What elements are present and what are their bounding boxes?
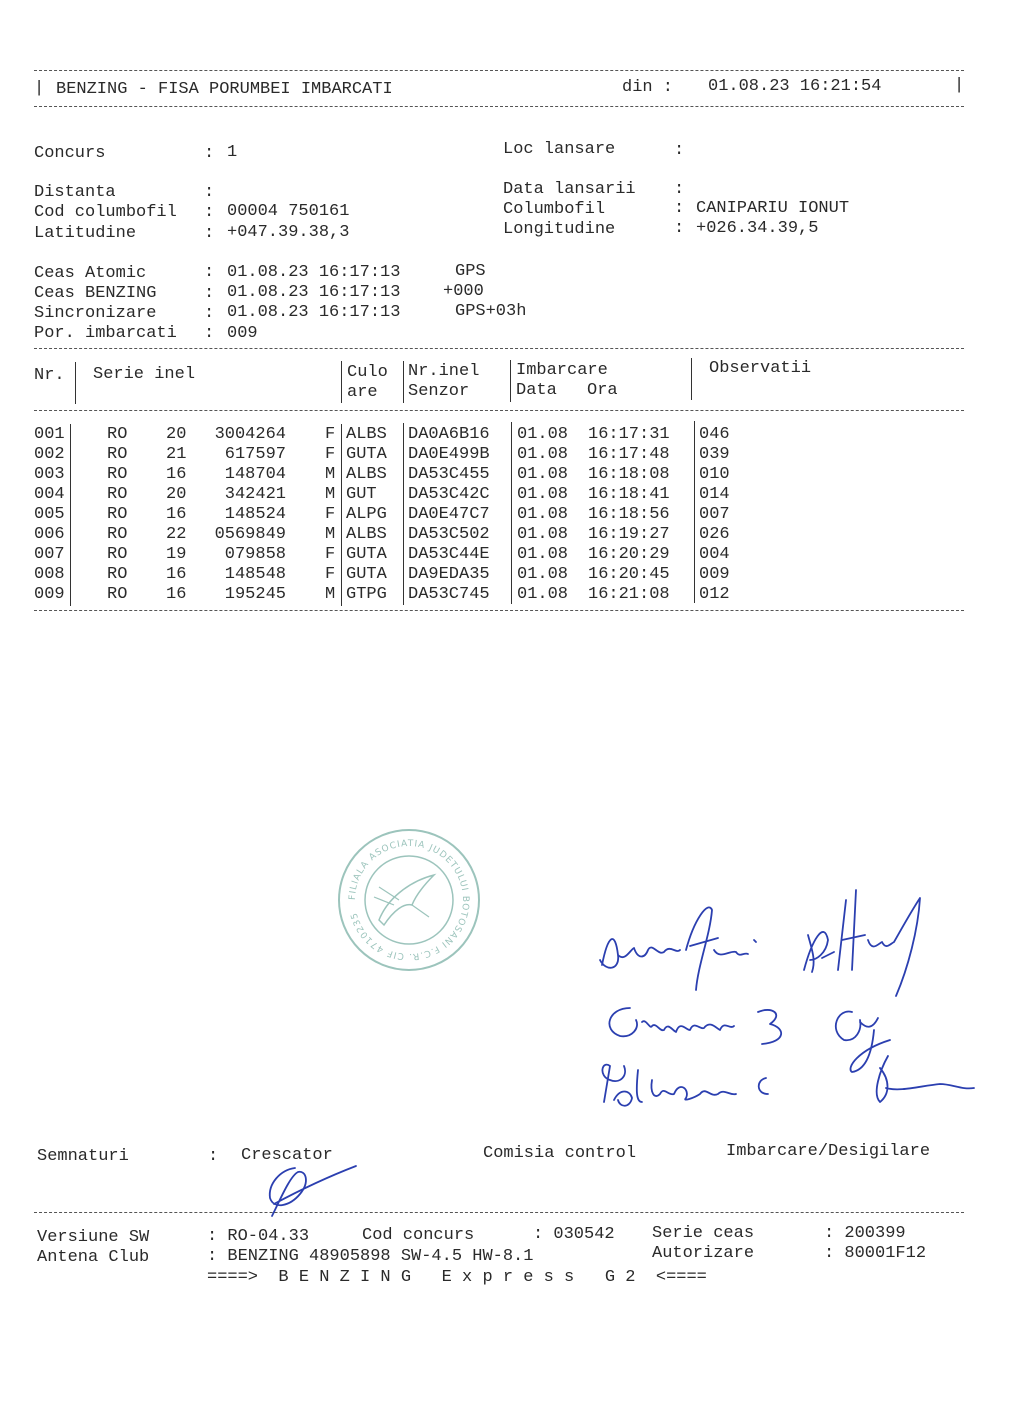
header-divider: [403, 361, 404, 403]
cell-country: RO: [107, 445, 128, 465]
concurs-sep: :: [204, 144, 215, 163]
table-row: [0, 545, 1024, 565]
cell-ring-number: 3004264: [214, 425, 286, 444]
cell-ring-number: 195245: [224, 585, 286, 605]
table-bottom-rule: [34, 610, 964, 611]
cell-sex: F: [325, 565, 336, 585]
cell-year: 19: [166, 545, 187, 565]
cell-color: GUTA: [346, 565, 387, 585]
cell-time: 16:18:56: [588, 505, 670, 525]
header-divider: [341, 361, 342, 403]
cell-color: ALBS: [346, 465, 387, 485]
cell-time: 16:18:08: [588, 465, 670, 485]
cell-observation: 014: [699, 485, 730, 505]
cell-sex: F: [325, 425, 336, 444]
cell-year: 21: [166, 445, 187, 465]
crescator-signature: [250, 1160, 370, 1220]
cell-time: 16:20:45: [588, 565, 670, 585]
column-divider: [70, 424, 71, 606]
autorizare-value: : 80001F12: [824, 1244, 927, 1263]
longitudine-label: Longitudine: [503, 220, 616, 239]
cell-sensor: DA9EDA35: [408, 565, 490, 585]
cell-time: 16:17:31: [588, 425, 670, 444]
cell-observation: 004: [699, 545, 730, 565]
cell-observation: 012: [699, 585, 730, 605]
col-header-ora: Ora: [587, 381, 618, 400]
cell-nr: 002: [34, 445, 65, 465]
cell-ring-number: 0569849: [214, 525, 286, 545]
ceas-benzing-value: 01.08.23 16:17:13: [227, 283, 401, 302]
cell-nr: 003: [34, 465, 65, 485]
distanta-sep: :: [204, 183, 215, 202]
columbofil-label: Columbofil: [503, 200, 606, 219]
crescator-label: Crescator: [241, 1146, 333, 1165]
table-row: [0, 465, 1024, 485]
cell-observation: 046: [699, 425, 730, 444]
benzing-express-banner: ====> B E N Z I N G E x p r e s s G 2 <====: [207, 1268, 707, 1287]
column-divider: [403, 423, 404, 605]
table-row: [0, 585, 1024, 605]
cell-nr: 006: [34, 525, 65, 545]
sincronizare-sep: :: [204, 304, 215, 323]
header-top-rule: [34, 70, 964, 71]
header-right-bar: |: [954, 76, 965, 95]
cell-year: 16: [166, 465, 187, 485]
cell-observation: 007: [699, 505, 730, 525]
pigeon-icon: [379, 875, 434, 925]
cell-nr: 008: [34, 565, 65, 585]
col-header-data: Data: [516, 381, 557, 400]
cell-date: 01.08: [517, 485, 569, 505]
table-row: [0, 485, 1024, 505]
cell-time: 16:19:27: [588, 525, 670, 545]
cell-ring-number: 617597: [224, 445, 286, 465]
cell-country: RO: [107, 465, 128, 485]
semnaturi-label: Semnaturi: [37, 1147, 129, 1166]
cell-observation: 039: [699, 445, 730, 465]
cell-sensor: DA53C42C: [408, 485, 490, 505]
cell-sensor: DA53C455: [408, 465, 490, 485]
header-bottom-rule: [34, 106, 964, 107]
cod-columbofil-label: Cod columbofil: [34, 203, 177, 222]
versiune-value: : RO-04.33: [207, 1227, 310, 1246]
serie-ceas-label: Serie ceas: [652, 1224, 755, 1243]
column-divider: [341, 424, 342, 606]
cell-nr: 005: [34, 505, 65, 525]
distanta-label: Distanta: [34, 183, 116, 202]
document-title: BENZING - FISA PORUMBEI IMBARCATI: [56, 80, 393, 99]
column-divider: [694, 421, 695, 603]
cell-year: 16: [166, 565, 187, 585]
cell-observation: 009: [699, 565, 730, 585]
cell-sex: M: [325, 485, 336, 505]
sincronizare-extra: GPS+03h: [455, 302, 527, 321]
cell-date: 01.08: [517, 565, 569, 585]
data-lansarii-label: Data lansarii: [503, 180, 636, 199]
sincronizare-value: 01.08.23 16:17:13: [227, 303, 401, 322]
cell-sex: F: [325, 445, 336, 465]
cell-ring-number: 342421: [224, 485, 286, 505]
imbarcare-desigilare-label: Imbarcare/Desigilare: [726, 1142, 931, 1161]
cell-sex: M: [325, 525, 336, 545]
din-value: 01.08.23 16:21:54: [708, 77, 882, 96]
comisia-control-label: Comisia control: [483, 1144, 637, 1163]
col-header-serie: Serie inel: [93, 365, 196, 384]
por-imbarcati-label: Por. imbarcati: [34, 324, 177, 343]
antena-label: Antena Club: [37, 1248, 150, 1267]
cell-sensor: DA0A6B16: [408, 425, 490, 444]
col-header-observatii: Observatii: [709, 359, 812, 378]
col-header-culo: Culo: [347, 363, 388, 382]
cell-sex: M: [325, 465, 336, 485]
latitudine-label: Latitudine: [34, 224, 137, 243]
cell-date: 01.08: [517, 545, 569, 565]
cell-color: GUTA: [346, 545, 387, 565]
versiune-label: Versiune SW: [37, 1228, 150, 1247]
ceas-atomic-sep: :: [204, 263, 215, 282]
cell-time: 16:21:08: [588, 585, 670, 605]
header-divider: [75, 362, 76, 404]
cell-nr: 004: [34, 485, 65, 505]
cod-columbofil-sep: :: [204, 203, 215, 222]
ceas-benzing-extra: +000: [443, 282, 484, 301]
cell-nr: 009: [34, 585, 65, 605]
handwritten-signatures: [590, 880, 990, 1120]
cell-country: RO: [107, 525, 128, 545]
cell-observation: 010: [699, 465, 730, 485]
columbofil-value: CANIPARIU IONUT: [696, 199, 850, 218]
cell-year: 22: [166, 525, 187, 545]
column-divider: [511, 422, 512, 604]
table-row: [0, 505, 1024, 525]
cell-date: 01.08: [517, 445, 569, 465]
cell-sensor: DA53C745: [408, 585, 490, 605]
cell-date: 01.08: [517, 525, 569, 545]
table-row: [0, 565, 1024, 585]
col-header-imbarcare: Imbarcare: [516, 361, 608, 380]
cell-country: RO: [107, 425, 128, 444]
cell-date: 01.08: [517, 585, 569, 605]
table-row: [0, 425, 1024, 445]
ceas-benzing-label: Ceas BENZING: [34, 284, 157, 303]
cell-year: 20: [166, 425, 187, 444]
cell-date: 01.08: [517, 425, 569, 444]
cell-time: 16:17:48: [588, 445, 670, 465]
ceas-atomic-extra: GPS: [455, 262, 486, 281]
cell-country: RO: [107, 565, 128, 585]
cell-year: 16: [166, 585, 187, 605]
table-row: [0, 445, 1024, 465]
por-imbarcati-sep: :: [204, 324, 215, 343]
cell-country: RO: [107, 485, 128, 505]
cell-sex: F: [325, 505, 336, 525]
cell-sensor: DA53C44E: [408, 545, 490, 565]
loc-lansare-label: Loc lansare: [503, 140, 616, 159]
latitudine-sep: :: [204, 224, 215, 243]
autorizare-label: Autorizare: [652, 1244, 755, 1263]
data-lansarii-sep: :: [674, 180, 685, 199]
cell-year: 16: [166, 505, 187, 525]
cell-color: GUTA: [346, 445, 387, 465]
cell-sensor: DA0E47C7: [408, 505, 490, 525]
footer-rule: [34, 1212, 964, 1213]
por-imbarcati-value: 009: [227, 324, 258, 343]
table-top-rule: [34, 348, 964, 349]
col-header-are: are: [347, 383, 378, 402]
columbofil-sep: :: [674, 199, 685, 218]
concurs-value: 1: [227, 143, 238, 162]
latitudine-value: +047.39.38,3: [227, 223, 350, 242]
cell-country: RO: [107, 545, 128, 565]
cell-ring-number: 148548: [224, 565, 286, 585]
cell-color: GTPG: [346, 585, 387, 605]
ceas-atomic-value: 01.08.23 16:17:13: [227, 263, 401, 282]
cell-date: 01.08: [517, 465, 569, 485]
cell-time: 16:18:41: [588, 485, 670, 505]
cod-concurs-label: Cod concurs: [362, 1226, 475, 1245]
col-header-nr: Nr.: [34, 366, 65, 385]
stamp-ring-text: FILIALA ASOCIATIA JUDETULUI BOTOSANI F.C.R. CIF 4710235: [347, 838, 471, 962]
cell-sensor: DA0E499B: [408, 445, 490, 465]
cell-color: ALBS: [346, 425, 387, 444]
cell-nr: 007: [34, 545, 65, 565]
cell-sex: F: [325, 545, 336, 565]
ceas-benzing-sep: :: [204, 284, 215, 303]
ceas-atomic-label: Ceas Atomic: [34, 264, 147, 283]
cell-ring-number: 148704: [224, 465, 286, 485]
cell-color: ALBS: [346, 525, 387, 545]
col-header-senzor: Senzor: [408, 382, 470, 401]
concurs-label: Concurs: [34, 144, 106, 163]
semnaturi-sep: :: [208, 1147, 219, 1166]
table-row: [0, 525, 1024, 545]
svg-text:FILIALA ASOCIATIA JUDETULUI BO: [348, 839, 470, 961]
table-header-rule: [34, 410, 964, 411]
cell-date: 01.08: [517, 505, 569, 525]
round-stamp: [334, 825, 484, 975]
longitudine-sep: :: [674, 219, 685, 238]
serie-ceas-value: : 200399: [824, 1224, 906, 1243]
loc-lansare-sep: :: [674, 141, 685, 160]
header-divider: [510, 360, 511, 402]
cell-sensor: DA53C502: [408, 525, 490, 545]
cell-sex: M: [325, 585, 336, 605]
cell-nr: 001: [34, 425, 65, 444]
antena-value: : BENZING 48905898 SW-4.5 HW-8.1: [207, 1247, 534, 1266]
cod-concurs-value: : 030542: [533, 1225, 615, 1244]
cod-columbofil-value: 00004 750161: [227, 202, 350, 221]
cell-color: GUT: [346, 485, 377, 505]
cell-ring-number: 079858: [224, 545, 286, 565]
sincronizare-label: Sincronizare: [34, 304, 157, 323]
cell-year: 20: [166, 485, 187, 505]
cell-observation: 026: [699, 525, 730, 545]
din-label: din :: [622, 78, 674, 97]
header-divider: [691, 358, 692, 400]
longitudine-value: +026.34.39,5: [696, 219, 819, 238]
cell-country: RO: [107, 505, 128, 525]
cell-country: RO: [107, 585, 128, 605]
cell-color: ALPG: [346, 505, 387, 525]
cell-ring-number: 148524: [224, 505, 286, 525]
header-left-bar: |: [34, 79, 45, 98]
col-header-nrinel: Nr.inel: [408, 362, 480, 381]
cell-time: 16:20:29: [588, 545, 670, 565]
